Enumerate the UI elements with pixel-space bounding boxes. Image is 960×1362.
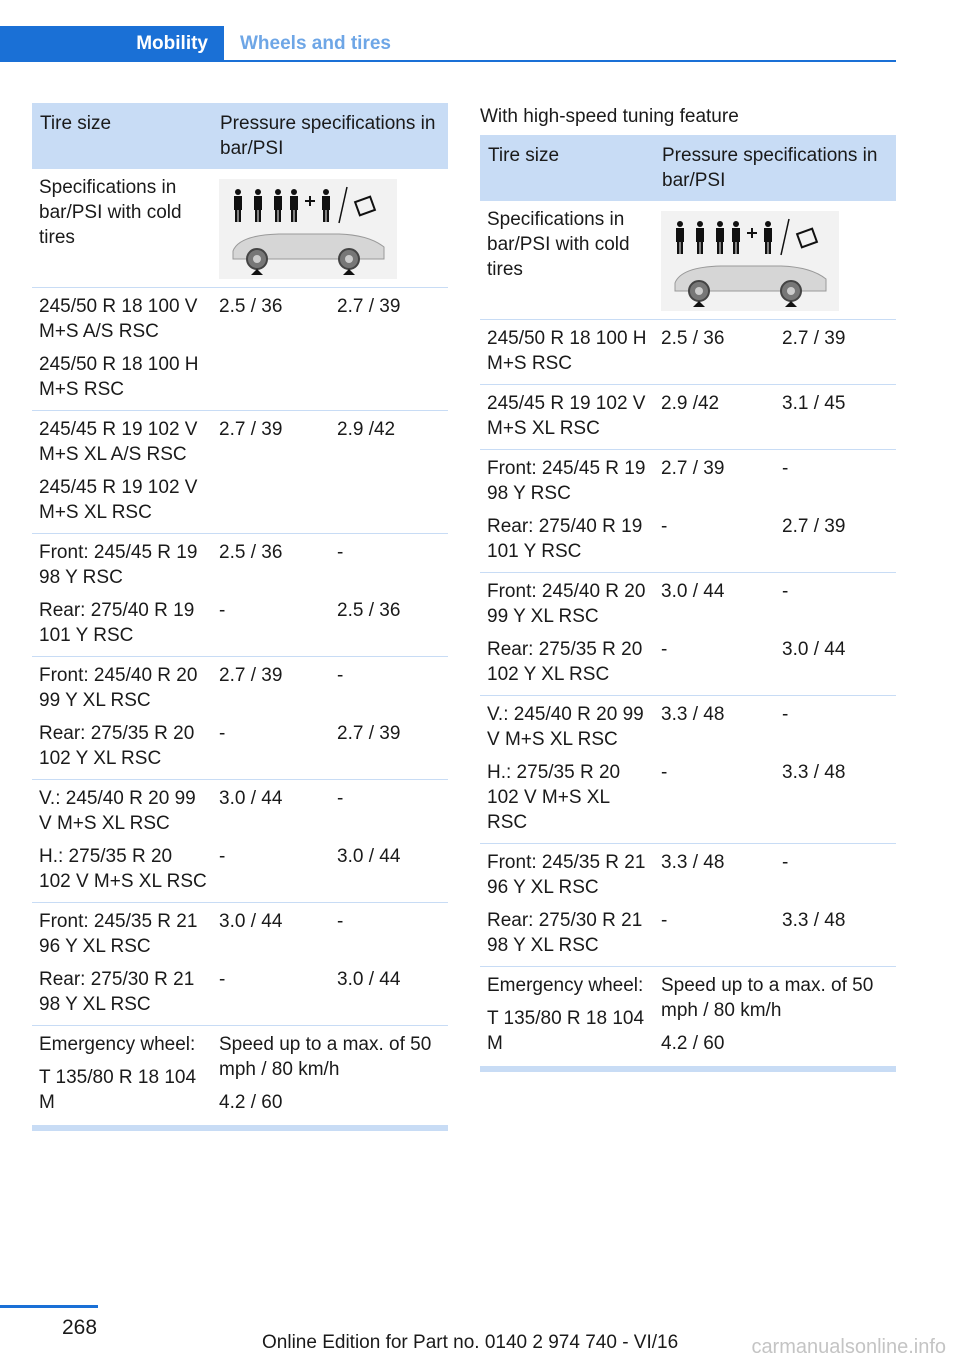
table-row	[480, 385, 896, 450]
emergency-size: T 135/80 R 18 104 M	[487, 1008, 645, 1054]
pressure-normal-load: -	[654, 637, 775, 696]
emergency-speed: Speed up to a max. of 50 mph / 80 km/h	[661, 975, 874, 1021]
table-header	[480, 135, 896, 201]
pressure-normal-load: -	[654, 908, 775, 967]
tire-size-cell	[480, 320, 654, 385]
table-row	[480, 844, 896, 909]
pressure-full-load: -	[782, 852, 789, 873]
table-row	[32, 534, 448, 599]
table-header	[32, 103, 448, 169]
high-speed-heading: With high-speed tuning feature	[480, 106, 739, 127]
pressure-normal-load: 2.7 / 39	[219, 665, 283, 686]
table-row	[32, 780, 448, 845]
table-row	[480, 696, 896, 761]
pressure-normal-load: 2.5 / 36	[654, 320, 775, 385]
tire-size-cell	[32, 534, 212, 599]
table-row	[32, 657, 448, 722]
table-row	[480, 514, 896, 573]
emergency-wheel-row	[480, 967, 896, 1070]
load-image-cell	[212, 169, 448, 288]
pressure-full-load: 3.0 / 44	[775, 637, 896, 696]
pressure-normal-load: 3.3 / 48	[661, 852, 725, 873]
tire-size-cell	[480, 385, 654, 450]
table-row	[480, 760, 896, 844]
table-row	[32, 721, 448, 780]
tire-size: Rear: 275/35 R 20 102 Y XL RSC	[487, 639, 643, 685]
pressure-normal-load: 3.3 / 48	[661, 704, 725, 725]
tire-pressure-table	[32, 103, 448, 1131]
tire-size: V.: 245/40 R 20 99 V M+S XL RSC	[39, 788, 196, 834]
spec-label: Specifications in bar/PSI with cold tires	[480, 201, 654, 320]
tire-size: 245/45 R 19 102 V M+S XL A/S RSC	[39, 419, 198, 465]
emergency-label: Emergency wheel:	[487, 975, 644, 996]
pressure-full-load: 2.5 / 36	[330, 598, 448, 657]
table-row	[32, 844, 448, 903]
tire-size: Rear: 275/30 R 21 98 Y XL RSC	[487, 910, 643, 956]
pressure-full-load: -	[782, 458, 789, 479]
pressure-normal-load: 2.7 / 39	[212, 411, 330, 534]
pressure-normal-load: 3.0 / 44	[661, 581, 725, 602]
tire-size: Front: 245/40 R 20 99 Y XL RSC	[487, 581, 646, 627]
pressure-normal-load: -	[654, 514, 775, 573]
left-column	[32, 103, 448, 1131]
col-pressure-spec: Pressure specifications in bar/PSI	[654, 135, 896, 201]
pressure-normal-load: 2.9 /42	[654, 385, 775, 450]
table-row	[32, 411, 448, 534]
tire-size: Front: 245/40 R 20 99 Y XL RSC	[39, 665, 198, 711]
tire-size: H.: 275/35 R 20 102 V M+S XL RSC	[487, 762, 621, 833]
pressure-normal-load: 2.5 / 36	[219, 542, 283, 563]
pressure-full-load: -	[337, 665, 344, 686]
emergency-speed: Speed up to a max. of 50 mph / 80 km/h	[219, 1034, 432, 1080]
pressure-full-load: 3.1 / 45	[775, 385, 896, 450]
tire-size-cell	[32, 288, 212, 411]
tire-size: 245/50 R 18 100 V M+S A/S RSC	[39, 296, 198, 342]
table-row	[32, 288, 448, 411]
load-image-cell	[654, 201, 896, 320]
table-row	[480, 450, 896, 515]
tire-size-cell	[32, 721, 212, 780]
pressure-full-load: -	[337, 911, 344, 932]
emergency-pressure: 4.2 / 60	[219, 1092, 283, 1113]
tire-size: Front: 245/45 R 19 98 Y RSC	[39, 542, 198, 588]
emergency-size: T 135/80 R 18 104 M	[39, 1067, 197, 1113]
pressure-normal-load: -	[212, 598, 330, 657]
pressure-full-load: 2.7 / 39	[775, 320, 896, 385]
tire-size-cell	[480, 637, 654, 696]
tire-size: 245/50 R 18 100 H M+S RSC	[487, 328, 647, 374]
tire-size-cell	[480, 573, 654, 638]
tire-size: H.: 275/35 R 20 102 V M+S XL RSC	[39, 846, 207, 892]
table-row	[32, 967, 448, 1026]
tire-size: Front: 245/35 R 21 96 Y XL RSC	[39, 911, 198, 957]
edition-footer: Online Edition for Part no. 0140 2 974 740 - VI/16	[262, 1332, 679, 1353]
pressure-normal-load: 2.5 / 36	[212, 288, 330, 411]
pressure-full-load: -	[782, 581, 789, 602]
pressure-full-load: 2.7 / 39	[330, 288, 448, 411]
tire-size-cell	[480, 844, 654, 909]
pressure-full-load: 3.0 / 44	[330, 844, 448, 903]
page-number: 268	[62, 1316, 98, 1339]
table-row	[480, 637, 896, 696]
tire-size-cell	[32, 967, 212, 1026]
pressure-full-load: -	[337, 788, 344, 809]
tire-size: Rear: 275/40 R 19 101 Y RSC	[487, 516, 643, 562]
pressure-normal-load: 2.7 / 39	[661, 458, 725, 479]
pressure-full-load: 3.3 / 48	[775, 908, 896, 967]
emergency-pressure: 4.2 / 60	[661, 1033, 725, 1054]
table-row	[480, 320, 896, 385]
tire-size-cell	[32, 903, 212, 968]
tire-size: 245/50 R 18 100 H M+S RSC	[39, 354, 199, 400]
tire-size-cell	[32, 598, 212, 657]
vehicle-load-icon	[661, 211, 839, 311]
tire-size-cell	[32, 844, 212, 903]
pressure-normal-load: 3.0 / 44	[219, 788, 283, 809]
pressure-full-load: 2.7 / 39	[330, 721, 448, 780]
pressure-full-load: 3.0 / 44	[330, 967, 448, 1026]
emergency-label: Emergency wheel:	[39, 1034, 196, 1055]
tire-size: Front: 245/35 R 21 96 Y XL RSC	[487, 852, 646, 898]
tire-size-cell	[32, 657, 212, 722]
pressure-normal-load: -	[212, 967, 330, 1026]
tire-size-cell	[480, 696, 654, 761]
emergency-wheel-row	[32, 1026, 448, 1129]
tire-size: 245/45 R 19 102 V M+S XL RSC	[487, 393, 646, 439]
table-row	[480, 573, 896, 638]
right-column	[480, 104, 896, 1072]
table-row	[480, 908, 896, 967]
pressure-full-load: 2.7 / 39	[775, 514, 896, 573]
pressure-normal-load: -	[212, 721, 330, 780]
pressure-normal-load: -	[212, 844, 330, 903]
tire-size-cell	[480, 760, 654, 844]
pressure-normal-load: 3.0 / 44	[219, 911, 283, 932]
tire-size: Rear: 275/30 R 21 98 Y XL RSC	[39, 969, 195, 1015]
tire-size: Rear: 275/40 R 19 101 Y RSC	[39, 600, 195, 646]
chapter-tab-bar	[0, 26, 896, 62]
high-speed-tire-pressure-table	[480, 135, 896, 1072]
tire-size: Front: 245/45 R 19 98 Y RSC	[487, 458, 646, 504]
spec-label-row	[32, 169, 448, 288]
tire-size: Rear: 275/35 R 20 102 Y XL RSC	[39, 723, 195, 769]
pressure-full-load: 2.9 /42	[330, 411, 448, 534]
tire-size: V.: 245/40 R 20 99 V M+S XL RSC	[487, 704, 644, 750]
tire-size-cell	[32, 780, 212, 845]
tire-size: 245/45 R 19 102 V M+S XL RSC	[39, 477, 198, 523]
vehicle-load-icon	[219, 179, 397, 279]
tire-size-cell	[480, 450, 654, 515]
pressure-full-load: -	[337, 542, 344, 563]
page-number-rule	[0, 1305, 98, 1308]
spec-label-row	[480, 201, 896, 320]
tire-size-cell	[32, 411, 212, 534]
tire-size-cell	[480, 908, 654, 967]
table-row	[32, 598, 448, 657]
tab-wheels-and-tires[interactable]: Wheels and tires	[240, 33, 391, 54]
tire-size-cell	[480, 514, 654, 573]
tab-mobility[interactable]: Mobility	[0, 26, 224, 62]
col-tire-size: Tire size	[480, 135, 654, 201]
pressure-normal-load: -	[654, 760, 775, 844]
spec-label: Specifications in bar/PSI with cold tires	[32, 169, 212, 288]
watermark: carmanualsonline.info	[751, 1336, 946, 1358]
pressure-full-load: -	[782, 704, 789, 725]
pressure-full-load: 3.3 / 48	[775, 760, 896, 844]
col-tire-size: Tire size	[32, 103, 212, 169]
col-pressure-spec: Pressure specifications in bar/PSI	[212, 103, 448, 169]
table-row	[32, 903, 448, 968]
